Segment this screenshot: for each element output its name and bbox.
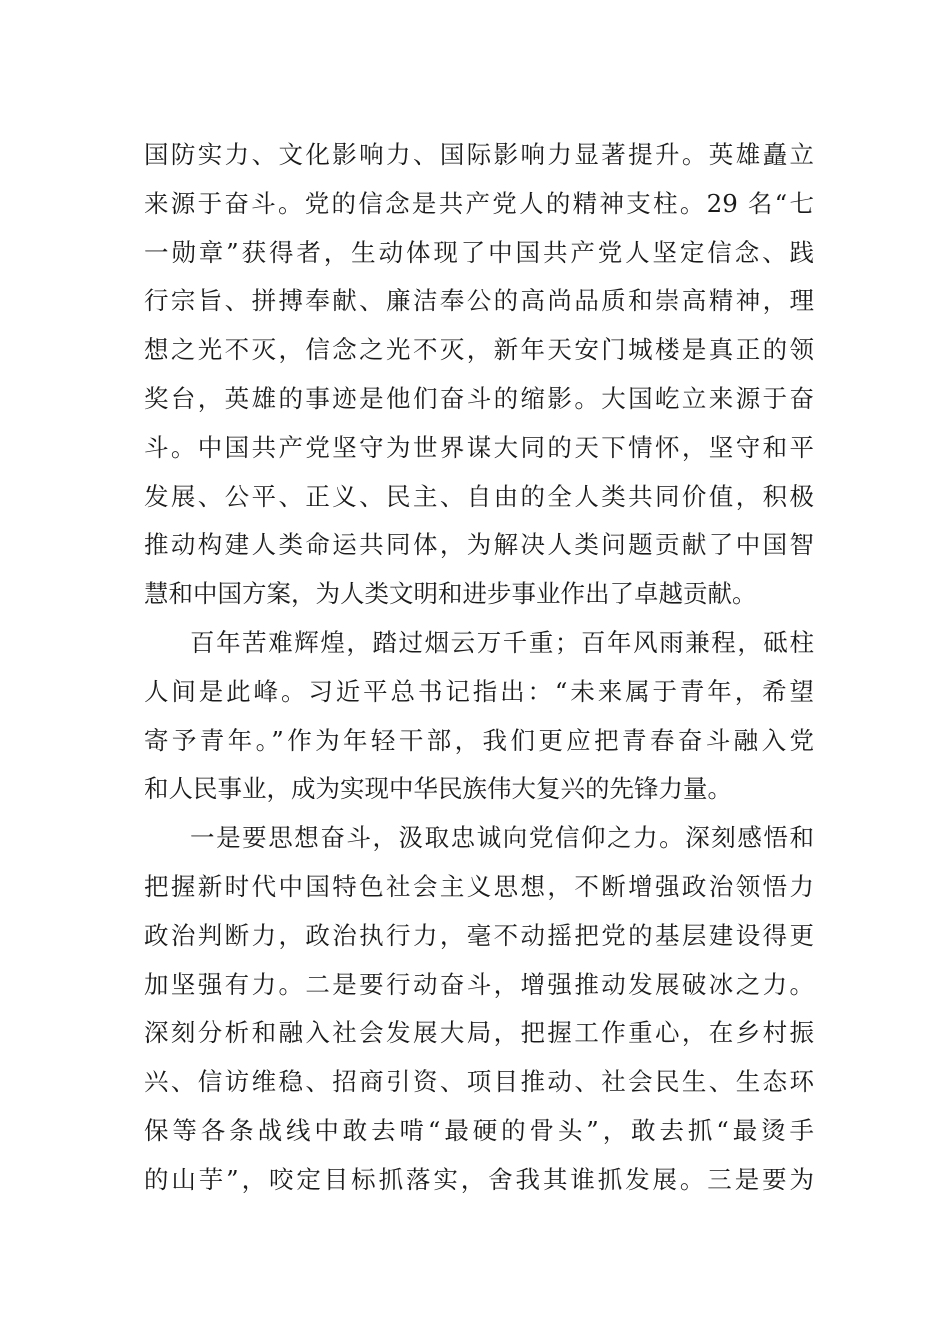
text-line: 和人民事业，成为实现中华民族伟大复兴的先锋力量。 <box>144 774 732 804</box>
text-line: 兴、信访维稳、招商引资、项目推动、社会民生、生态环 <box>144 1067 814 1097</box>
text-line: 推动构建人类命运共同体，为解决人类问题贡献了中国智 <box>144 530 814 560</box>
text-line: 寄予青年。”作为年轻干部，我们更应把青春奋斗融入党 <box>144 725 814 755</box>
text-line: 想之光不灭，信念之光不灭，新年天安门城楼是真正的领 <box>144 335 814 365</box>
text-line: 奖台，英雄的事迹是他们奋斗的缩影。大国屹立来源于奋 <box>144 383 814 413</box>
text-line: 一勋章”获得者，生动体现了中国共产党人坚定信念、践 <box>144 237 814 267</box>
text-line: 把握新时代中国特色社会主义思想，不断增强政治领悟力 <box>144 871 814 901</box>
text-line: 发展、公平、正义、民主、自由的全人类共同价值，积极 <box>144 481 814 511</box>
text-line: 政治判断力，政治执行力，毫不动摇把党的基层建设得更 <box>144 920 814 950</box>
text-line: 的山芋”，咬定目标抓落实，舍我其谁抓发展。三是要为 <box>144 1164 814 1194</box>
text-line: 保等各条战线中敢去啃“最硬的骨头”，敢去抓“最烫手 <box>144 1115 814 1145</box>
text-line: 行宗旨、拼搏奉献、廉洁奉公的高尚品质和崇高精神，理 <box>144 286 814 316</box>
text-line: 来源于奋斗。党的信念是共产党人的精神支柱。29 名“七 <box>144 188 814 218</box>
text-line: 人间是此峰。习近平总书记指出：“未来属于青年，希望 <box>144 676 814 706</box>
paragraph-start-line: 一是要思想奋斗，汲取忠诚向党信仰之力。深刻感悟和 <box>190 823 814 853</box>
text-line: 斗。中国共产党坚守为世界谋大同的天下情怀，坚守和平 <box>144 432 814 462</box>
text-line: 国防实力、文化影响力、国际影响力显著提升。英雄矗立 <box>144 140 814 169</box>
paragraph-start-line: 百年苦难辉煌，踏过烟云万千重；百年风雨兼程，砥柱 <box>190 627 814 657</box>
body-text <box>144 131 814 1205</box>
text-line: 深刻分析和融入社会发展大局，把握工作重心，在乡村振 <box>144 1018 814 1048</box>
text-line: 慧和中国方案，为人类文明和进步事业作出了卓越贡献。 <box>144 579 757 609</box>
text-line: 加坚强有力。二是要行动奋斗，增强推动发展破冰之力。 <box>144 969 814 999</box>
